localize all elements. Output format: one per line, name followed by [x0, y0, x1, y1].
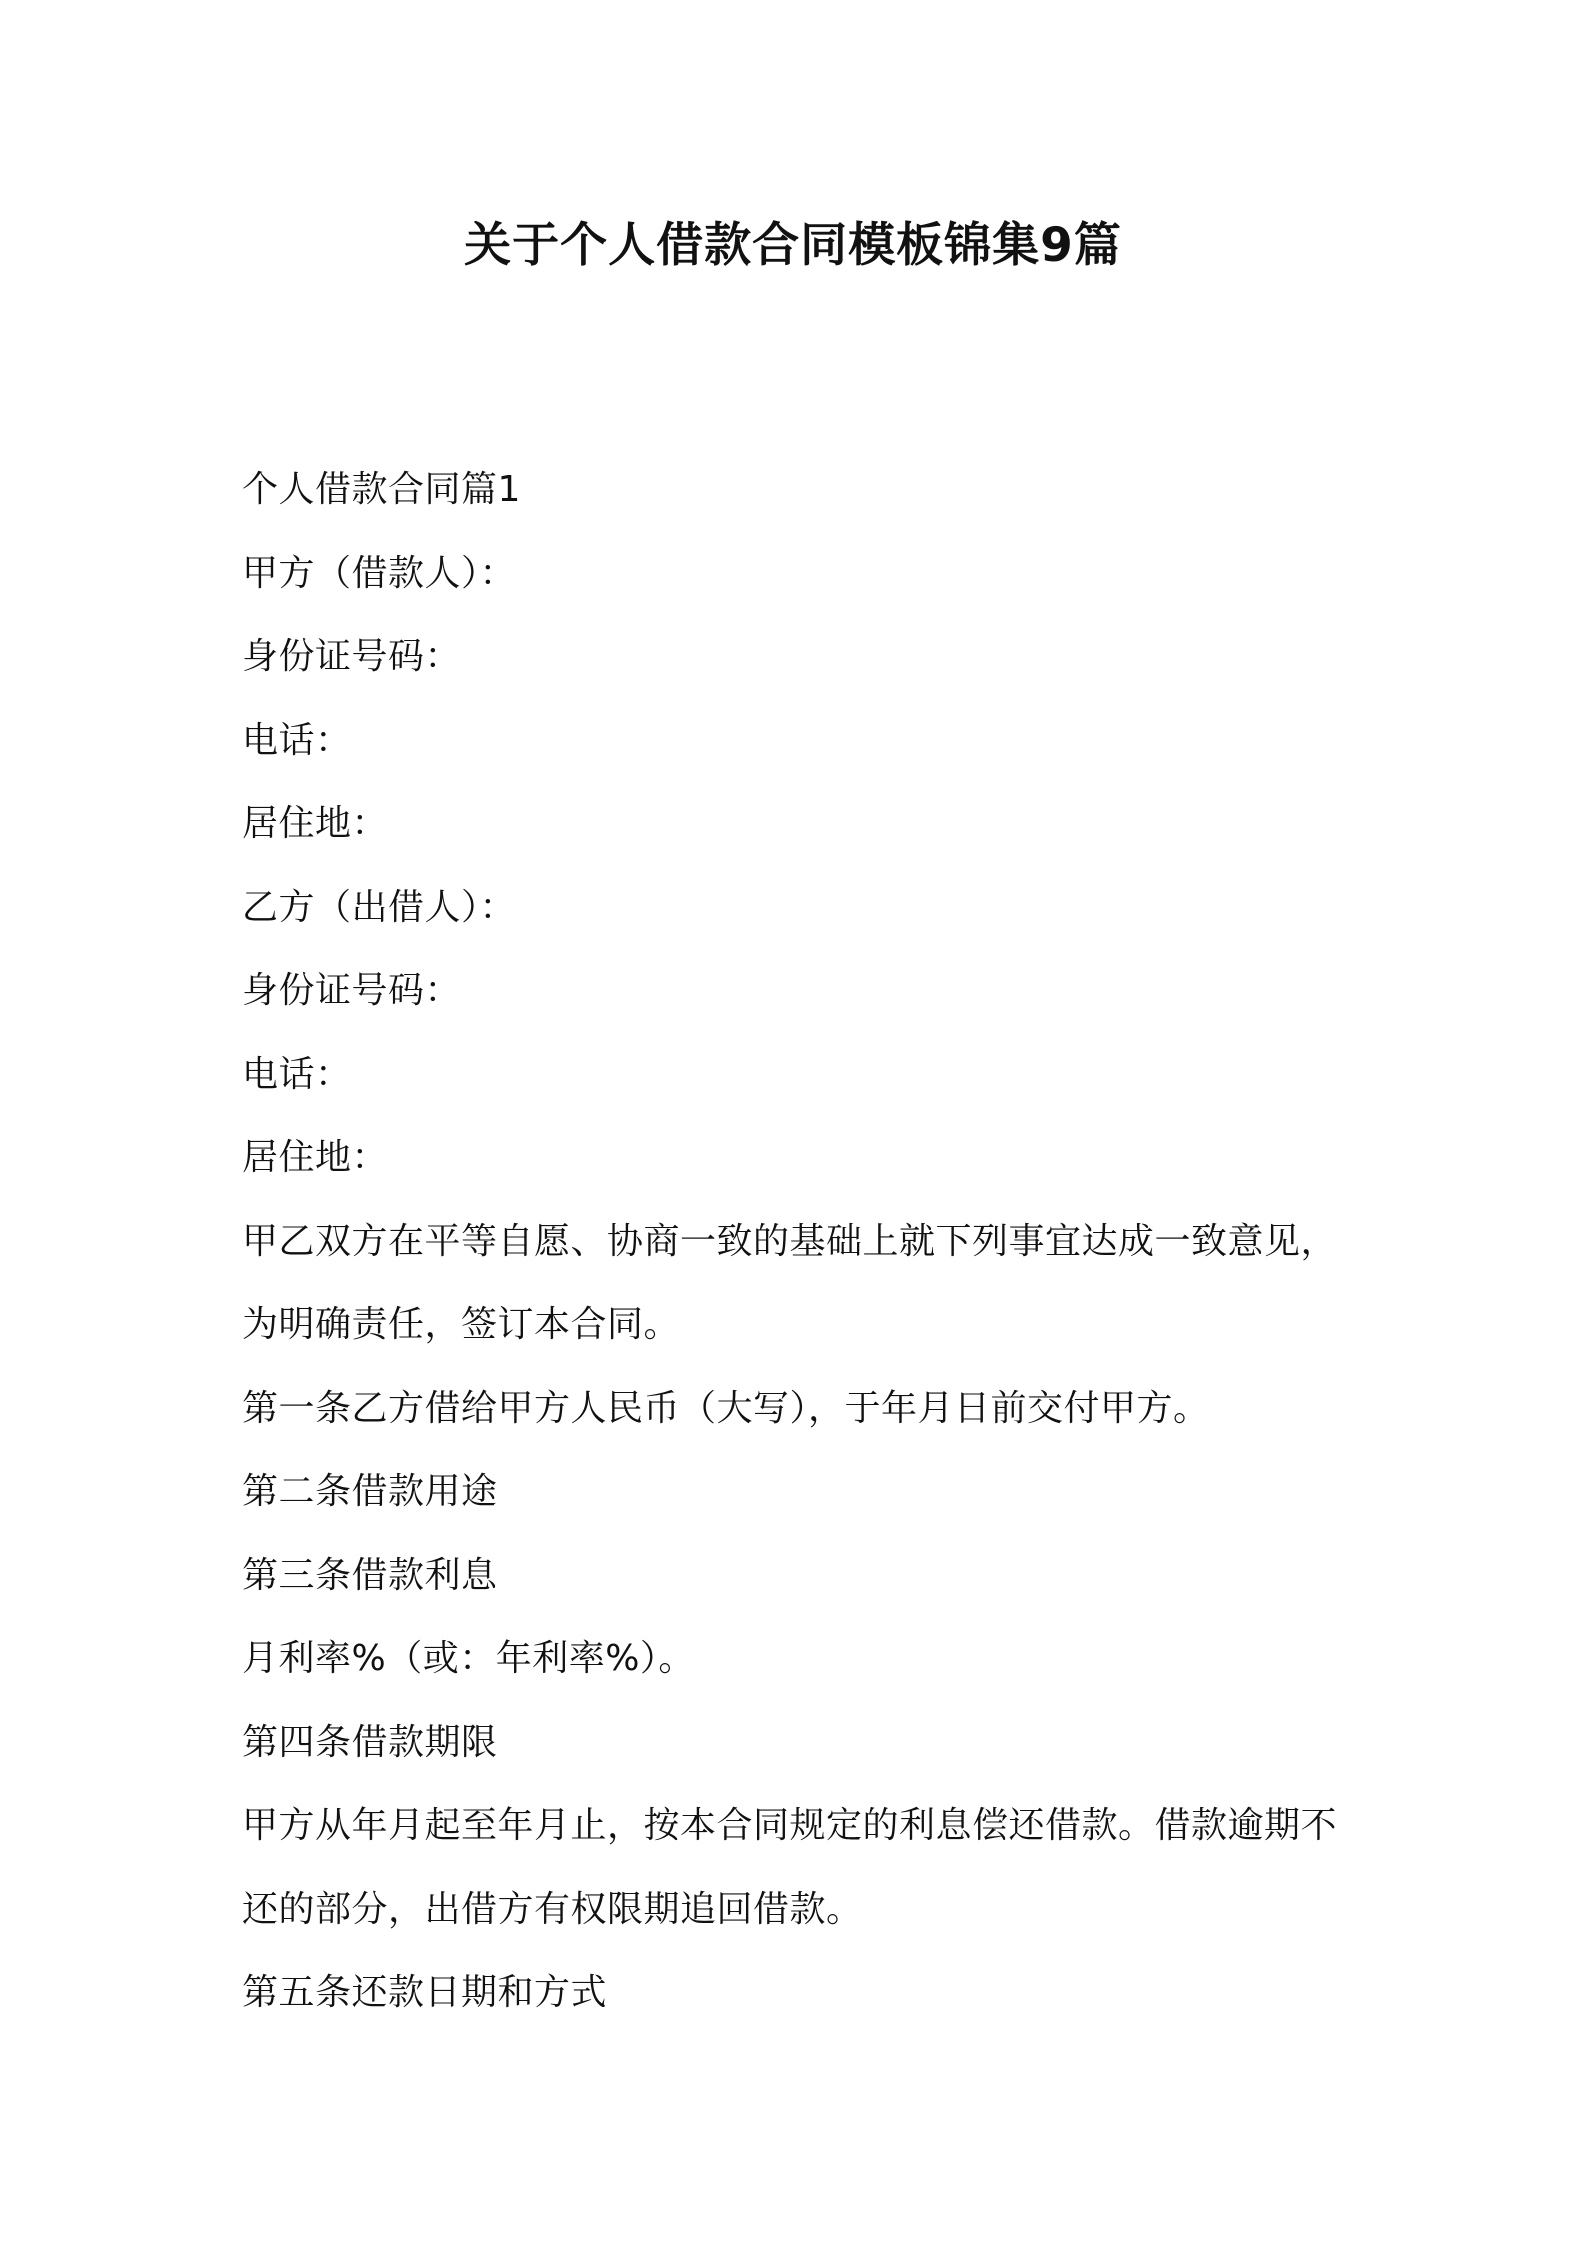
clause-4-text-line-1: 甲方从年月起至年月止，按本合同规定的利息偿还借款。借款逾期不	[242, 1805, 1338, 1846]
clause-3-text: 月利率%（或：年利率%）。	[242, 1638, 695, 1679]
clause-1: 第一条乙方借给甲方人民币（大写），于年月日前交付甲方。	[242, 1387, 1210, 1429]
party-b-phone-label: 电话：	[242, 1053, 352, 1095]
clause-4-heading: 第四条借款期限	[242, 1721, 498, 1763]
party-a-address-label: 居住地：	[242, 803, 389, 844]
section-heading: 个人借款合同篇1	[242, 469, 521, 510]
party-a-id-label: 身份证号码：	[242, 636, 462, 677]
clause-2-heading: 第二条借款用途	[242, 1471, 498, 1512]
clause-3-heading: 第三条借款利息	[242, 1554, 498, 1596]
document-title: 关于个人借款合同模板锦集9篇	[464, 218, 1122, 273]
party-b-label: 乙方（出借人）：	[242, 886, 517, 928]
preamble-line-1: 甲乙双方在平等自愿、协商一致的基础上就下列事宜达成一致意见，	[242, 1220, 1338, 1262]
document-body	[242, 448, 1362, 2035]
preamble-line-2: 为明确责任，签订本合同。	[242, 1304, 681, 1345]
party-a-label: 甲方（借款人）：	[242, 552, 517, 594]
party-b-id-label: 身份证号码：	[242, 970, 462, 1011]
party-a-phone-label: 电话：	[242, 719, 352, 761]
clause-5-heading: 第五条还款日期和方式	[242, 1972, 608, 2013]
party-b-address-label: 居住地：	[242, 1137, 389, 1178]
clause-4-text-line-2: 还的部分，出借方有权限期追回借款。	[242, 1888, 863, 1930]
